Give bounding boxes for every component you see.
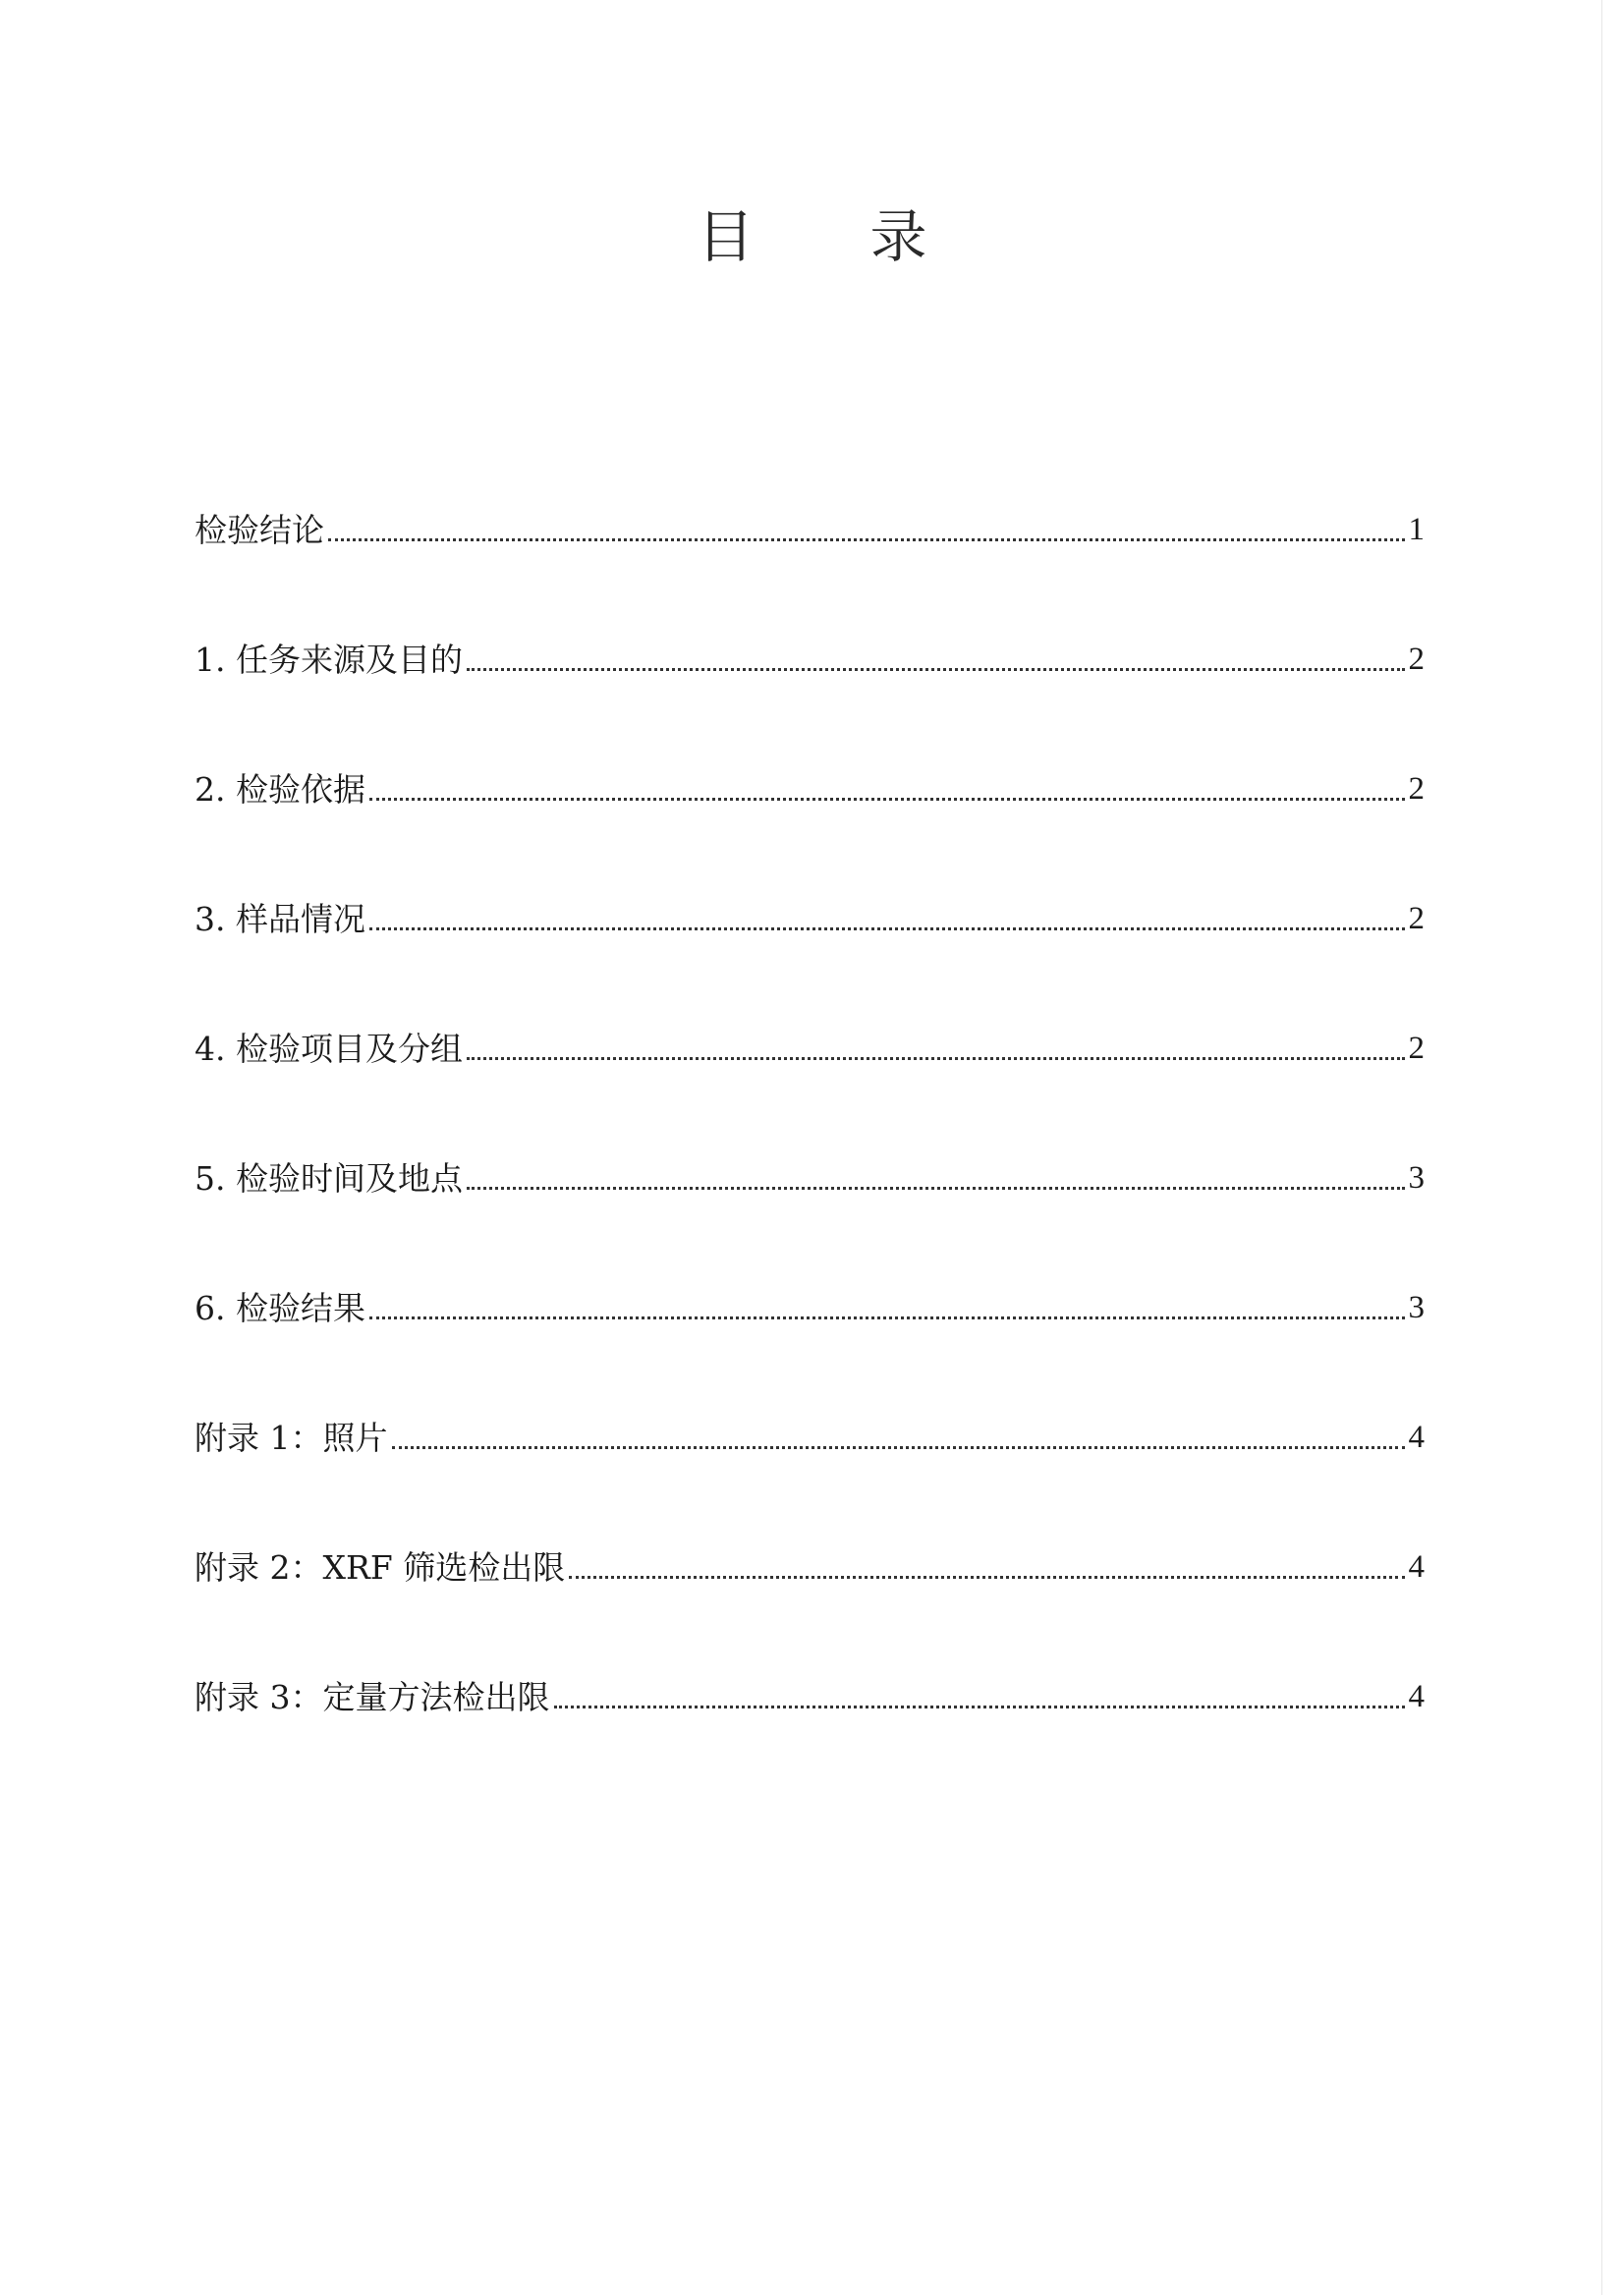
toc-entry-label: 附录 3：定量方法检出限 xyxy=(195,1678,550,1716)
toc-entry-appendix-photos[interactable] xyxy=(195,1371,1425,1501)
toc-entry-label: 检验结论 xyxy=(195,511,324,549)
toc-entry-label: 1. 任务来源及目的 xyxy=(195,641,463,679)
toc-page-number: 2 xyxy=(1408,771,1425,807)
toc-entry-conclusion[interactable] xyxy=(195,464,1425,593)
toc-entry-label: 附录 1：照片 xyxy=(195,1419,388,1457)
toc-entry-label: 4. 检验项目及分组 xyxy=(195,1030,463,1068)
toc-page-number: 4 xyxy=(1408,1549,1425,1585)
page-title-char: 目 xyxy=(697,203,755,270)
toc-dot-leader xyxy=(467,668,1405,671)
toc-dot-leader xyxy=(369,798,1405,801)
toc-dot-leader xyxy=(369,1316,1405,1319)
toc-dot-leader xyxy=(369,927,1405,930)
toc-entry-inspection-basis[interactable] xyxy=(195,723,1425,853)
toc-page-number: 2 xyxy=(1408,901,1425,936)
toc-dot-leader xyxy=(467,1057,1405,1060)
toc-page-number: 4 xyxy=(1408,1679,1425,1714)
toc-entry-label: 3. 样品情况 xyxy=(195,900,365,938)
table-of-contents xyxy=(195,464,1425,1761)
toc-entry-task-source[interactable] xyxy=(195,593,1425,723)
page-title-char: 录 xyxy=(869,203,927,270)
toc-dot-leader xyxy=(328,538,1405,541)
toc-entry-appendix-xrf[interactable] xyxy=(195,1501,1425,1631)
toc-dot-leader xyxy=(467,1187,1405,1190)
toc-entry-results[interactable] xyxy=(195,1242,1425,1371)
toc-page-number: 3 xyxy=(1408,1290,1425,1325)
toc-page-number: 4 xyxy=(1408,1420,1425,1455)
toc-entry-label: 2. 检验依据 xyxy=(195,770,365,809)
toc-dot-leader xyxy=(569,1576,1404,1579)
toc-dot-leader xyxy=(554,1706,1405,1708)
toc-entry-label: 附录 2：XRF 筛选检出限 xyxy=(195,1548,566,1587)
toc-page-number: 3 xyxy=(1408,1160,1425,1196)
toc-entry-label: 6. 检验结果 xyxy=(195,1289,365,1327)
toc-entry-time-location[interactable] xyxy=(195,1112,1425,1242)
toc-entry-appendix-quantitative[interactable] xyxy=(195,1631,1425,1761)
page-edge-divider xyxy=(1601,0,1602,2295)
toc-dot-leader xyxy=(392,1446,1405,1449)
toc-entry-label: 5. 检验时间及地点 xyxy=(195,1159,463,1198)
toc-page-number: 2 xyxy=(1408,642,1425,677)
toc-page-number: 2 xyxy=(1408,1031,1425,1066)
page-title xyxy=(0,203,1624,270)
toc-entry-inspection-items[interactable] xyxy=(195,982,1425,1112)
toc-page-number: 1 xyxy=(1408,512,1425,547)
toc-entry-sample-status[interactable] xyxy=(195,853,1425,982)
